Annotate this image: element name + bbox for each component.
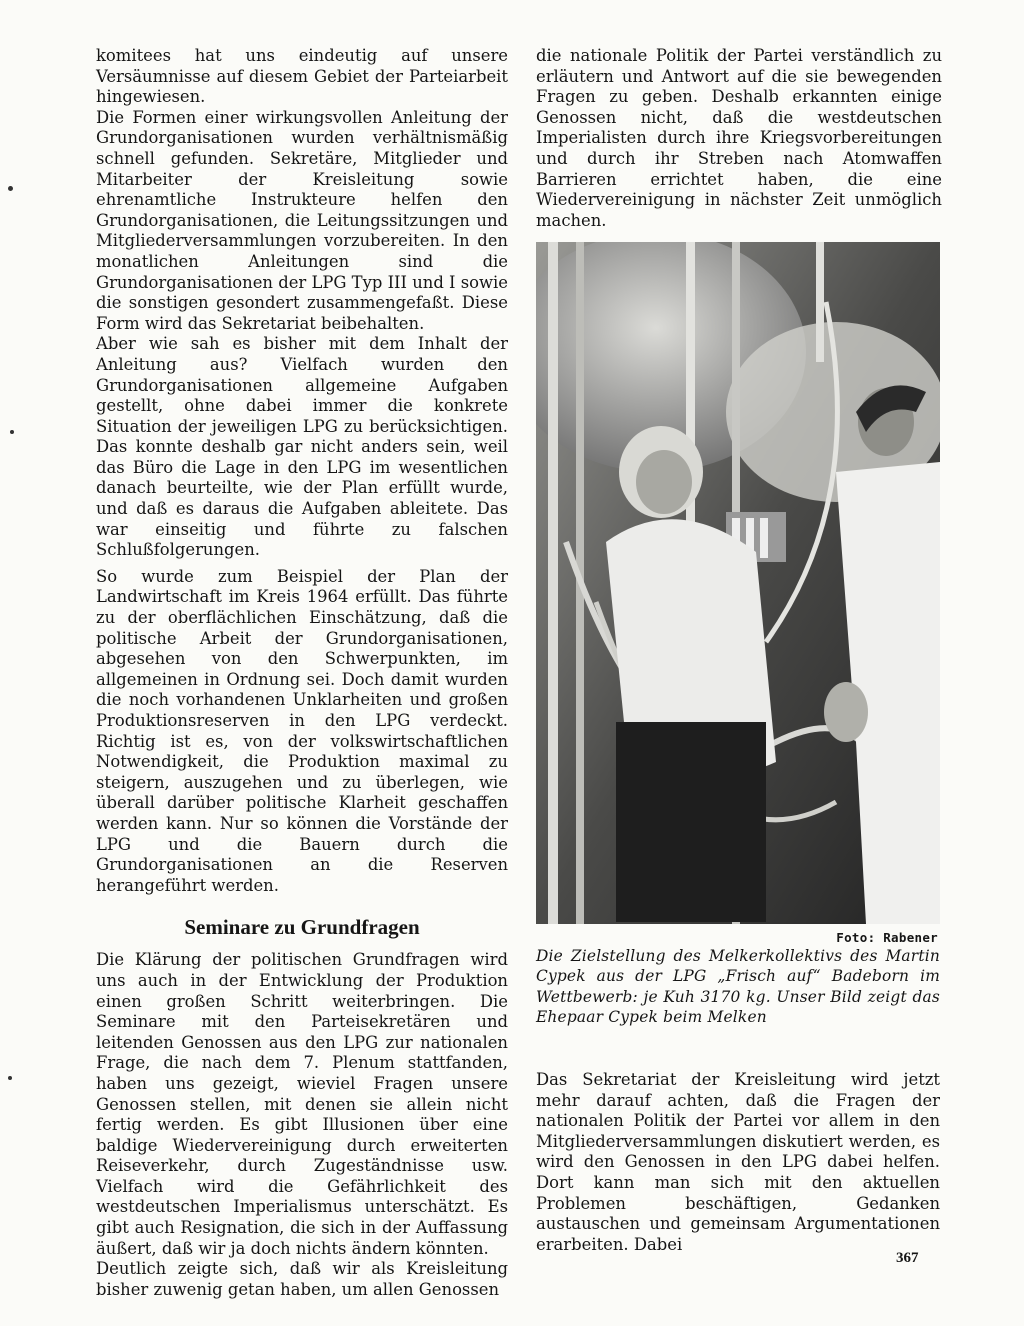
right-column-bottom xyxy=(536,1070,940,1255)
paragraph: komitees hat uns eindeutig auf unsere Versäumnisse auf diesem Gebiet der Parteiarbeit hingewiesen. xyxy=(96,46,508,107)
right-column-top xyxy=(536,46,942,231)
page-number: 367 xyxy=(896,1250,919,1266)
photo-caption: Die Zielstellung des Melkerkollektivs des Martin Cypek aus der LPG „Frisch auf“ Badeborn im Wettbewerb: je Kuh 3170 kg. Unser Bild zeigt das Ehepaar Cypek beim Melken xyxy=(536,947,940,1027)
scan-mark xyxy=(8,186,13,191)
photo-credit: Foto: Rabener xyxy=(836,930,938,945)
left-column xyxy=(96,46,508,1300)
paragraph: die nationale Politik der Partei verständlich zu erläutern und Antwort auf die sie bewegenden Fragen zu geben. Deshalb erkannten einige Genossen nicht, daß die westdeutschen Imperialisten durch ihre Kriegsvorbereitungen und durch ihr Streben nach Atomwaffen Barrieren errichtet haben, die eine Wiedervereinigung in nächster Zeit unmöglich machen. xyxy=(536,46,942,230)
scan-mark xyxy=(8,1076,12,1080)
section-heading: Seminare zu Grundfragen xyxy=(184,915,420,940)
paragraph: Die Formen einer wirkungsvollen Anleitung der Grundorganisationen wurden verhältnismäßig schnell gefunden. Sekretäre, Mitglieder und Mitarbeiter der Kreisleitung sowie ehrenamtliche Instrukteure helfen den Grundorganisationen, die Leitungssitzungen und Mitgliederversammlungen vorzubereiten. In den monatlichen Anleitungen sind die Grundorganisationen der LPG Typ III und I sowie die sonstigen gesondert zusammengefaßt. Diese Form wird das Sekretariat beibehalten. xyxy=(96,107,508,333)
scan-mark xyxy=(10,430,14,434)
paragraph: Die Klärung der politischen Grundfragen wird uns auch in der Entwicklung der Produktion einen großen Schritt weiterbringen. Die Seminare mit den Parteisekretären und leitenden Genossen aus den LPG zur nationalen Frage, die nach dem 7. Plenum stattfanden, haben uns gezeigt, wieviel Fragen unsere Genossen stellen, mit denen sie allein nicht fertig werden. Es gibt Illusionen über eine baldige Wiedervereinigung durch erweiterten Reiseverkehr, durch Zugeständnisse usw. Vielfach wird die Gefährlichkeit des westdeutschen Imperialismus unterschätzt. Es gibt auch Resignation, die sich in der Auffassung äußert, daß wir ja doch nichts ändern könnten. xyxy=(96,950,508,1258)
paragraph: Deutlich zeigte sich, daß wir als Kreisleitung bisher zuwenig getan haben, um allen Genossen xyxy=(96,1259,508,1299)
paragraph: Aber wie sah es bisher mit dem Inhalt der Anleitung aus? Vielfach wurden den Grundorganisationen allgemeine Aufgaben gestellt, ohne dabei immer die konkrete Situation der jeweiligen LPG zu berücksichtigen. Das konnte deshalb gar nicht anders sein, weil das Büro die Lage in den LPG im wesentlichen danach beurteilte, wie der Plan erfüllt wurde, und daß es daraus die Aufgaben ableitete. Das war einseitig und führte zu falschen Schlußfolgerungen. xyxy=(96,334,508,560)
paragraph: So wurde zum Beispiel der Plan der Landwirtschaft im Kreis 1964 erfüllt. Das führte zu der oberflächlichen Einschätzung, daß die politische Arbeit der Grundorganisationen, abgesehen von den Schwerpunkten, im allgemeinen in Ordnung sei. Doch damit wurden die noch vorhandenen Unklarheiten und großen Produktionsreserven in den LPG verdeckt. Richtig ist es, von der volkswirtschaftlichen Notwendigkeit, die Produktion maximal zu steigern, auszugehen und zu überlegen, wie überall darüber politische Klarheit geschaffen werden kann. Nur so können die Vorstände der LPG und die Bauern durch die Grundorganisationen an die Reserven herangeführt werden. xyxy=(96,566,508,895)
paragraph: Das Sekretariat der Kreisleitung wird jetzt mehr darauf achten, daß die Fragen der nationalen Politik der Partei vor allem in den Mitgliederversammlungen diskutiert werden, es wird den Genossen in den LPG dabei helfen. Dort kann man sich mit den aktuellen Problemen beschäftigen, Gedanken austauschen und gemeinsam Argumentationen erarbeiten. Dabei xyxy=(536,1070,940,1254)
milking-photo xyxy=(536,242,940,924)
